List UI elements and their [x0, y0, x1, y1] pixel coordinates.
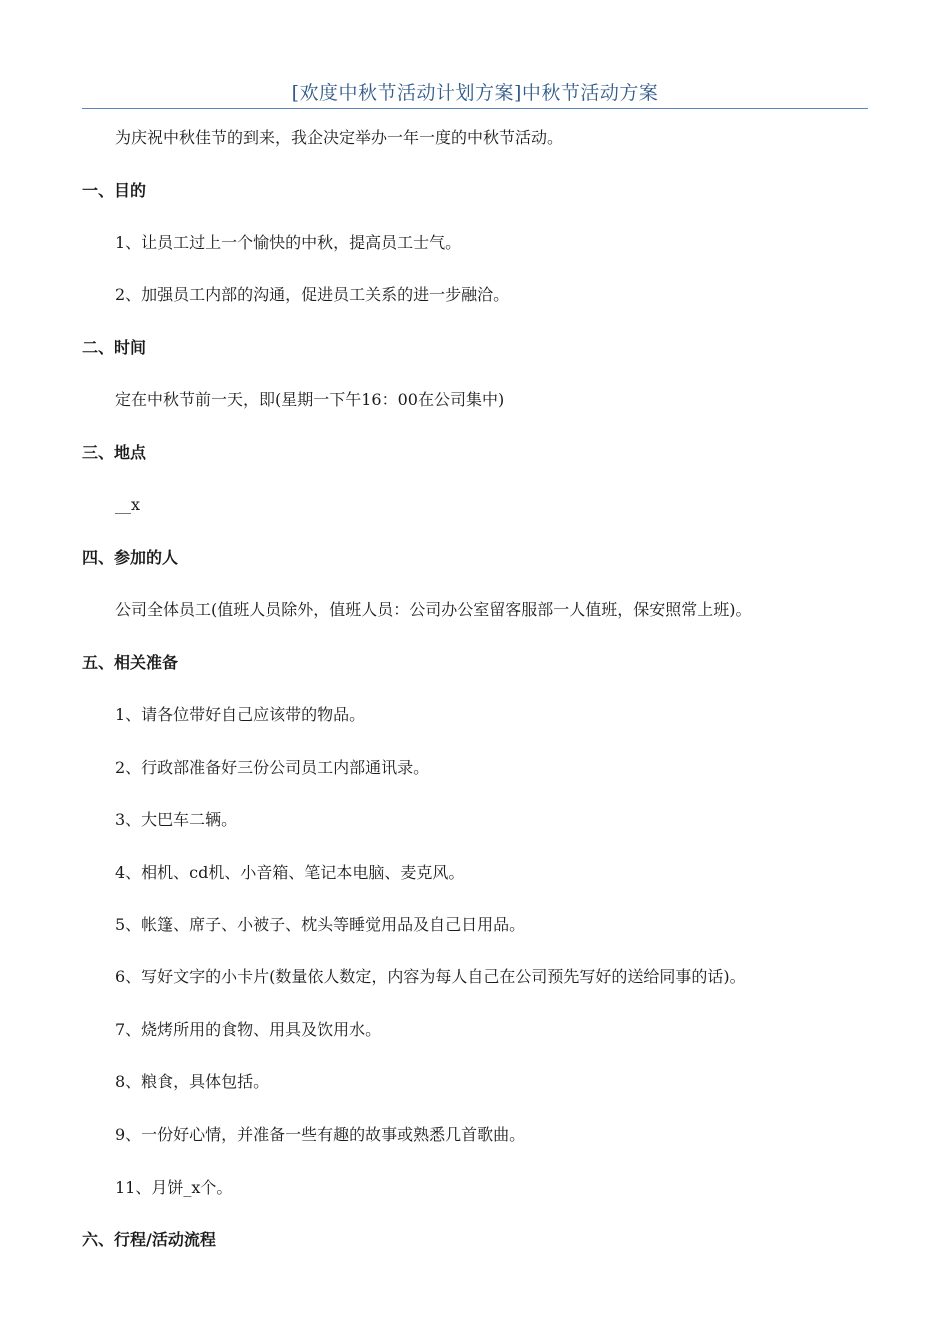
- section-heading-preparation: 五、相关准备: [82, 653, 179, 672]
- list-item: 11、月饼_x个。: [115, 1178, 233, 1197]
- section-heading-time: 二、时间: [82, 338, 147, 357]
- list-item: 1、请各位带好自己应该带的物品。: [115, 705, 366, 724]
- list-item: 8、粮食，具体包括。: [115, 1072, 270, 1091]
- title-underline: [82, 108, 868, 109]
- list-item: 1、让员工过上一个愉快的中秋，提高员工士气。: [115, 233, 462, 252]
- list-item: 2、加强员工内部的沟通，促进员工关系的进一步融洽。: [115, 285, 510, 304]
- list-item: 5、帐篷、席子、小被子、枕头等睡觉用品及自己日用品。: [115, 915, 526, 934]
- list-item: 6、写好文字的小卡片(数量依人数定，内容为每人自己在公司预先写好的送给同事的话)。: [115, 967, 746, 986]
- section-heading-purpose: 一、目的: [82, 181, 147, 200]
- list-item: 2、行政部准备好三份公司员工内部通讯录。: [115, 758, 430, 777]
- section-heading-participants: 四、参加的人: [82, 548, 179, 567]
- list-item: 定在中秋节前一天，即(星期一下午16：00在公司集中): [115, 390, 505, 409]
- document-title: [欢度中秋节活动计划方案]中秋节活动方案: [291, 82, 659, 104]
- list-item: 公司全体员工(值班人员除外，值班人员：公司办公室留客服部一人值班，保安照常上班)。: [115, 600, 752, 619]
- intro-paragraph: 为庆祝中秋佳节的到来，我企决定举办一年一度的中秋节活动。: [115, 128, 564, 147]
- section-heading-schedule: 六、行程/活动流程: [82, 1230, 216, 1249]
- list-item: 9、一份好心情，并准备一些有趣的故事或熟悉几首歌曲。: [115, 1125, 526, 1144]
- section-heading-location: 三、地点: [82, 443, 147, 462]
- list-item: __x: [115, 495, 141, 514]
- list-item: 7、烧烤所用的食物、用具及饮用水。: [115, 1020, 382, 1039]
- list-item: 4、相机、cd机、小音箱、笔记本电脑、麦克风。: [115, 863, 465, 882]
- list-item: 3、大巴车二辆。: [115, 810, 238, 829]
